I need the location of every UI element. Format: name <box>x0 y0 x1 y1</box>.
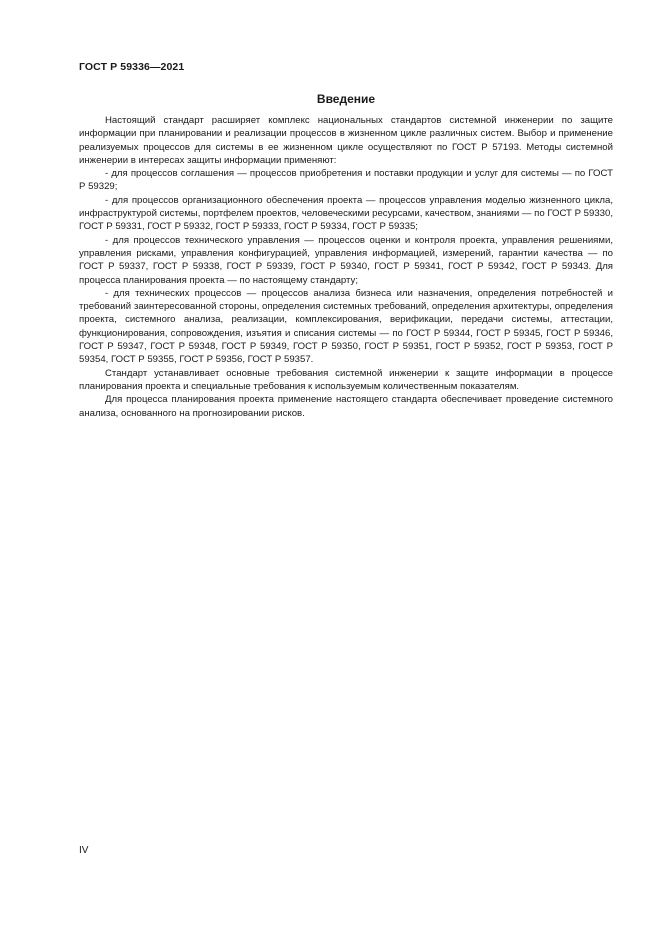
page-number: IV <box>79 845 89 856</box>
paragraph-technical-processes: - для технических процессов — процессов анализа бизнеса или назначения, определения потребностей и требований заинтересованной стороны, определения системных требований, определения архитектуры, определения проекта, системного анализа, реализации, комплексирования, верификации, передачи системы, аттестации, функционирования, сопровождения, изъятия и списания системы — по ГОСТ Р 59344, ГОСТ Р 59345, ГОСТ Р 59346, ГОСТ Р 59347, ГОСТ Р 59348, ГОСТ Р 59349, ГОСТ Р 59350, ГОСТ Р 59351, ГОСТ Р 59352, ГОСТ Р 59353, ГОСТ Р 59354, ГОСТ Р 59355, ГОСТ Р 59356, ГОСТ Р 59357. <box>79 287 613 366</box>
paragraph-agreement-processes: - для процессов соглашения — процессов приобретения и поставки продукции и услуг для системы — по ГОСТ Р 59329; <box>79 168 613 193</box>
paragraph-planning-analysis: Для процесса планирования проекта применение настоящего стандарта обеспечивает проведение системного анализа, основанного на прогнозировании рисков. <box>79 394 613 419</box>
introduction-body <box>79 114 613 420</box>
paragraph-organizational-processes: - для процессов организационного обеспечения проекта — процессов управления моделью жизненного цикла, инфраструктурой системы, портфелем проектов, человеческими ресурсами, качеством, знаниями — по ГОСТ Р 59330, ГОСТ Р 59331, ГОСТ Р 59332, ГОСТ Р 59333, ГОСТ Р 59334, ГОСТ Р 59335; <box>79 194 613 233</box>
paragraph-intro: Настоящий стандарт расширяет комплекс национальных стандартов системной инженерии по защите информации при планировании и реализации процессов в жизненном цикле различных систем. Выбор и применение реализуемых процессов для системы в ее жизненном цикле осуществляют по ГОСТ Р 57193. Методы системной инженерии в интересах защиты информации применяют: <box>79 115 613 166</box>
section-title: Введение <box>316 92 376 106</box>
paragraph-technical-management-processes: - для процессов технического управления — процессов оценки и контроля проекта, управления решениями, управления рисками, управления конфигурацией, управления информацией, измерений, гарантии качества — по ГОСТ Р 59337, ГОСТ Р 59338, ГОСТ Р 59339, ГОСТ Р 59340, ГОСТ Р 59341, ГОСТ Р 59342, ГОСТ Р 59343. Для процесса планирования проекта — по настоящему стандарту; <box>79 234 613 286</box>
document-header: ГОСТ Р 59336—2021 <box>79 61 185 73</box>
paragraph-standard-scope: Стандарт устанавливает основные требования системной инженерии к защите информации в процессе планирования проекта и специальные требования к используемым количественным показателям. <box>79 367 613 392</box>
